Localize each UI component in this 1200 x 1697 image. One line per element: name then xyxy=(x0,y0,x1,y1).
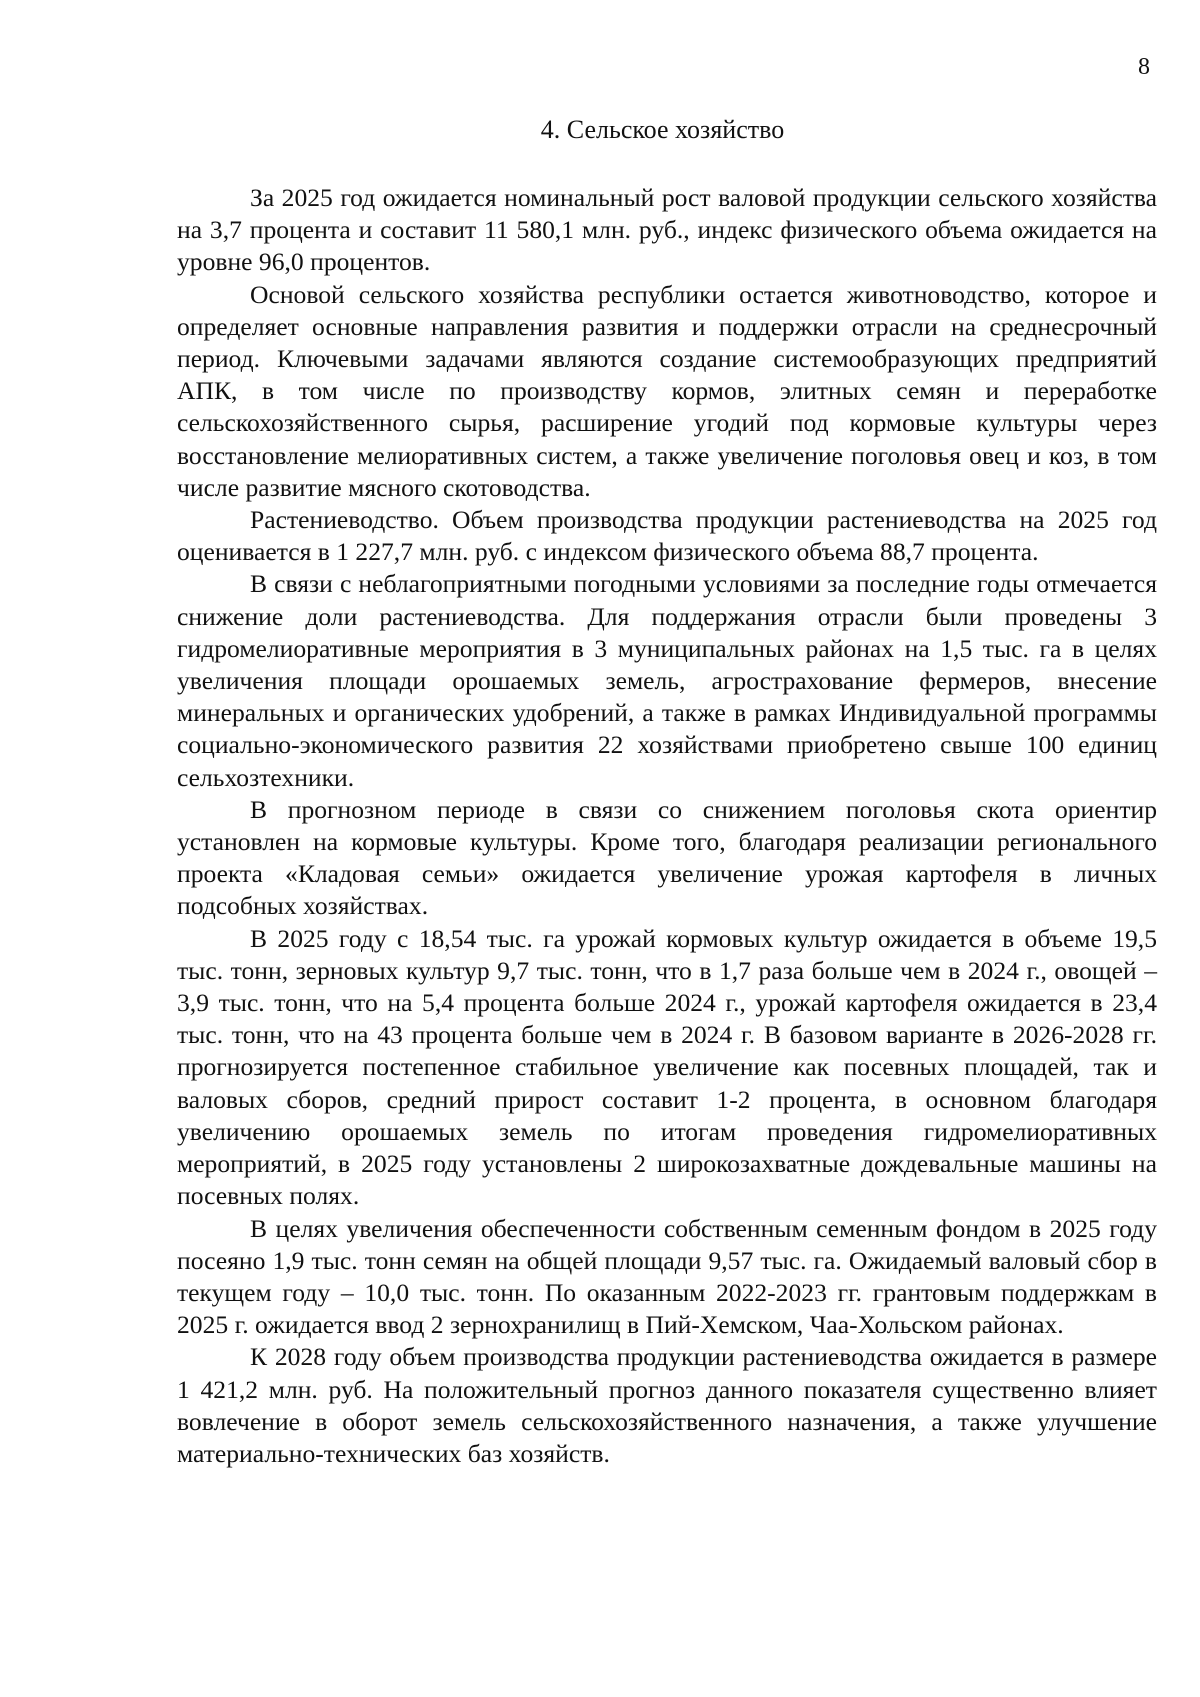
paragraph: В целях увеличения обеспеченности собственным семенным фондом в 2025 году посеяно 1,9 тыс. тонн семян на общей площади 9,57 тыс. га. Ожидаемый валовый сбор в текущем году – 10,0 тыс. тонн. По оказанным 2022-2023 гг. грантовым поддержкам в 2025 г. ожидается ввод 2 зернохранилищ в Пий-Хемском, Чаа-Хольском районах. xyxy=(177,1213,1157,1340)
page-number: 8 xyxy=(1138,54,1150,80)
paragraph: К 2028 году объем производства продукции растениеводства ожидается в размере 1 421,2 млн. руб. На положительный прогноз данного показателя существенно влияет вовлечение в оборот земель сельскохозяйственного назначения, а также улучшение материально-технических баз хозяйств. xyxy=(177,1342,1157,1468)
paragraph: Растениеводство. Объем производства продукции растениеводства на 2025 год оценивается в 1 227,7 млн. руб. с индексом физического объема 88,7 процента. xyxy=(177,505,1157,567)
paragraph: В прогнозном периоде в связи со снижением поголовья скота ориентир установлен на кормовые культуры. Кроме того, благодаря реализации регионального проекта «Кладовая семьи» ожидается увеличение урожая картофеля в личных подсобных хозяйствах. xyxy=(177,794,1157,921)
body-text xyxy=(177,182,1157,1470)
section-title: 4. Сельское хозяйство xyxy=(540,115,785,144)
paragraph: За 2025 год ожидается номинальный рост валовой продукции сельского хозяйства на 3,7 процента и составит 11 580,1 млн. руб., индекс физического объема ожидается на уровне 96,0 процентов. xyxy=(177,183,1157,277)
paragraph: В 2025 году с 18,54 тыс. га урожай кормовых культур ожидается в объеме 19,5 тыс. тонн, зерновых культур 9,7 тыс. тонн, что в 1,7 раза больше чем в 2024 г., овощей – 3,9 тыс. тонн, что на 5,4 процента больше 2024 г., урожай картофеля ожидается в 23,4 тыс. тонн, что на 43 процента больше чем в 2024 г. В базовом варианте в 2026-2028 гг. прогнозируется постепенное стабильное увеличение как посевных площадей, так и валовых сборов, средний прирост составит 1-2 процента, в основном благодаря увеличению орошаемых земель по итогам проведения гидромелиоративных мероприятий, в 2025 году установлены 2 широкозахватные дождевальные машины на посевных полях. xyxy=(177,923,1157,1211)
paragraph: В связи с неблагоприятными погодными условиями за последние годы отмечается снижение доли растениеводства. Для поддержания отрасли были проведены 3 гидромелиоративные мероприятия в 3 муниципальных районах на 1,5 тыс. га в целях увеличения площади орошаемых земель, агрострахование фермеров, внесение минеральных и органических удобрений, а также в рамках Индивидуальной программы социально-экономического развития 22 хозяйствами приобретено свыше 100 единиц сельхозтехники. xyxy=(177,569,1157,792)
paragraph: Основой сельского хозяйства республики остается животноводство, которое и определяет основные направления развития и поддержки отрасли на среднесрочный период. Ключевыми задачами являются создание системообразующих предприятий АПК, в том числе по производству кормов, элитных семян и переработке сельскохозяйственного сырья, расширение угодий под кормовые культуры через восстановление мелиоративных систем, а также увеличение поголовья овец и коз, в том числе развитие мясного скотоводства. xyxy=(177,279,1157,502)
